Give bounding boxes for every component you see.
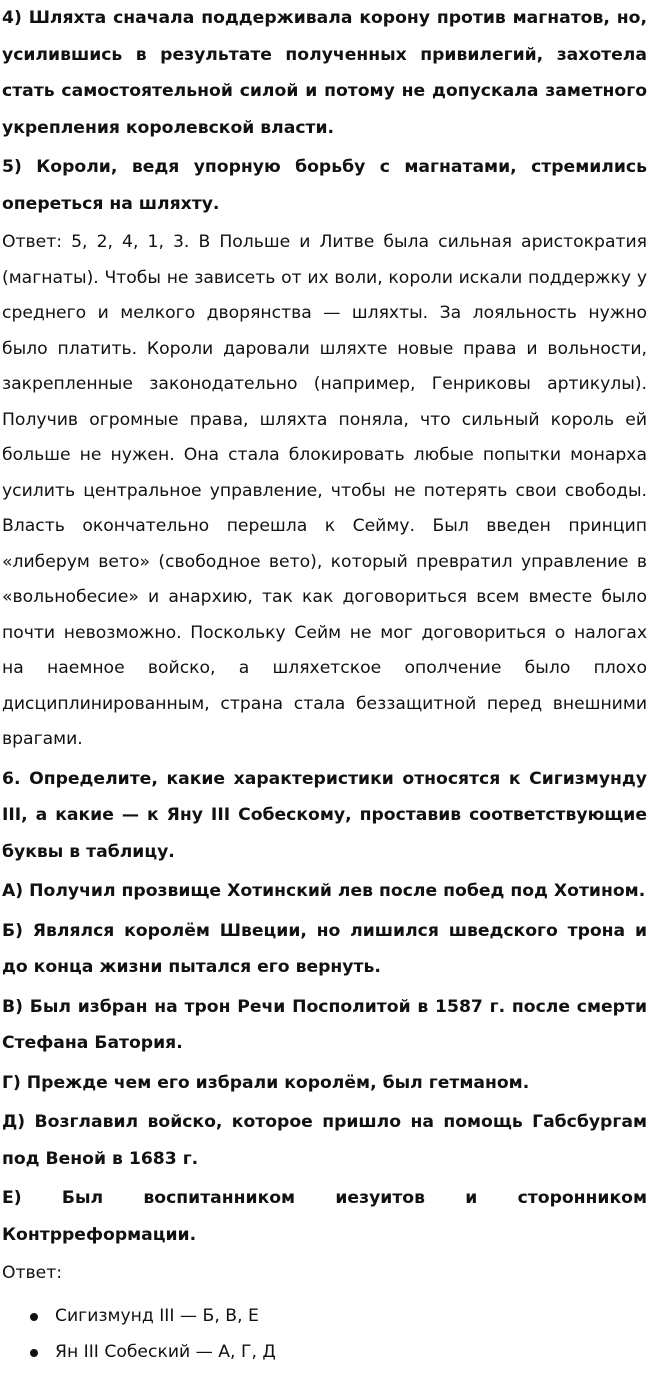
option-d: Д) Возглавил войско, которое пришло на помощь Габсбургам под Веной в 1683 г. [2, 1112, 647, 1169]
answer-paragraph: Ответ: 5, 2, 4, 1, 3. В Польше и Литве была сильная аристократия (магнаты). Чтобы не зависеть от их воли, короли искали поддержку у среднего и мелкого дворянства — шляхты. За лояльность нужно было платить. Короли даровали шляхте новые права и вольности, закрепленные законодательно (например, Генриковы артикулы). Получив огромные права, шляхта поняла, что сильный король ей больше не нужен. Она стала блокировать любые попытки монарха усилить центральное управление, чтобы не потерять свои свободы. Власть окончательно перешла к Сейму. Был введен принцип «либерум вето» (свободное вето), который превратил управление в «вольнобесие» и анархию, так как договориться всем вместе было почти невозможно. Поскольку Сейм не мог договориться о налогах на наемное войско, а шляхетское ополчение было плохо дисциплинированным, страна стала беззащитной перед внешними врагами. [2, 232, 647, 749]
bullet-icon [30, 1313, 38, 1321]
list-item [2, 1298, 647, 1334]
option-b: Б) Являлся королём Швеции, но лишился шведского трона и до конца жизни пытался его вернуть. [2, 920, 647, 977]
option-a: А) Получил прозвище Хотинский лев после побед под Хотином. [2, 881, 646, 901]
question-item-5: 5) Короли, ведя упорную борьбу с магнатами, стремились опереться на шляхту. [2, 157, 647, 214]
question-item-4: 4) Шляхта сначала поддерживала корону против магнатов, но, усилившись в результате полученных привилегий, захотела стать самостоятельной силой и потому не допускала заметного укрепления королевской власти. [2, 8, 647, 138]
answer-label: Ответ: [2, 1263, 63, 1283]
answer-sigismund: Сигизмунд III — Б, В, Е [55, 1305, 259, 1326]
option-g: Г) Прежде чем его избрали королём, был гетманом. [2, 1072, 530, 1093]
option-v: В) Был избран на трон Речи Посполитой в 1587 г. после смерти Стефана Батория. [2, 996, 647, 1053]
answer-list [2, 1298, 647, 1370]
bullet-icon [30, 1349, 38, 1357]
question-6-prompt: 6. Определите, какие характеристики относятся к Сигизмунду III, а какие — к Яну III Собескому, проставив соответствующие буквы в таблицу. [2, 768, 647, 862]
answer-sobieski: Ян III Собеский — А, Г, Д [55, 1341, 276, 1362]
option-e: Е) Был воспитанником иезуитов и сторонником Контрреформации. [2, 1188, 647, 1245]
list-item [2, 1334, 647, 1370]
